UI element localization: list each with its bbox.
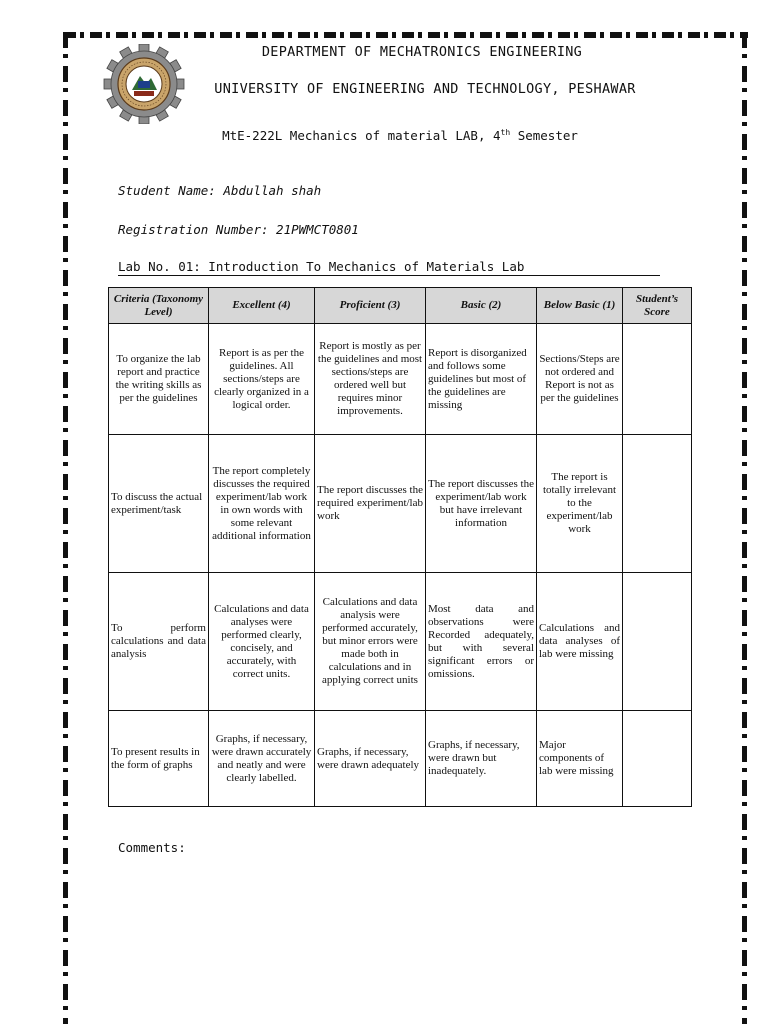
below-basic-cell: Calculations and data analyses of lab were missing: [537, 573, 623, 711]
below-basic-cell: The report is totally irrelevant to the experiment/lab work: [537, 435, 623, 573]
excellent-cell: Graphs, if necessary, were drawn accurately and neatly and were clearly labelled.: [209, 711, 315, 807]
criteria-cell: To perform calculations and data analysis: [109, 573, 209, 711]
header-proficient: Proficient (3): [315, 288, 426, 324]
comments-label: Comments:: [118, 840, 186, 855]
below-basic-cell: Sections/Steps are not ordered and Report is not as per the guidelines: [537, 324, 623, 435]
rubric-header-row: [109, 288, 692, 324]
course-heading: [160, 128, 640, 143]
below-basic-cell: Major components of lab were missing: [537, 711, 623, 807]
proficient-cell: Calculations and data analysis were performed accurately, but minor errors were made both in calculations and in applying correct units: [315, 573, 426, 711]
university-heading: UNIVERSITY OF ENGINEERING AND TECHNOLOGY, PESHAWAR: [214, 81, 636, 97]
criteria-cell: To organize the lab report and practice the writing skills as per the guidelines: [109, 324, 209, 435]
basic-cell: Report is disorganized and follows some guidelines but most of the guidelines are missing: [426, 324, 537, 435]
table-row: [109, 573, 692, 711]
excellent-cell: The report completely discusses the required experiment/lab work in own words with some relevant additional information: [209, 435, 315, 573]
score-cell[interactable]: [623, 573, 692, 711]
criteria-cell: To present results in the form of graphs: [109, 711, 209, 807]
proficient-cell: The report discusses the required experiment/lab work: [315, 435, 426, 573]
course-superscript: th: [500, 128, 511, 137]
basic-cell: Graphs, if necessary, were drawn but inadequately.: [426, 711, 537, 807]
header-student-score: Student’s Score: [623, 288, 692, 324]
table-row: [109, 324, 692, 435]
excellent-cell: Report is as per the guidelines. All sections/steps are clearly organized in a logical order.: [209, 324, 315, 435]
rubric-table: [108, 287, 692, 807]
course-semester: Semester: [510, 128, 578, 144]
excellent-cell: Calculations and data analyses were performed clearly, concisely, and accurately, with correct units.: [209, 573, 315, 711]
decorative-border-top: [64, 32, 748, 38]
criteria-cell: To discuss the actual experiment/task: [109, 435, 209, 573]
header-basic: Basic (2): [426, 288, 537, 324]
lab-title: Lab No. 01: Introduction To Mechanics of Materials Lab: [118, 259, 660, 276]
header-excellent: Excellent (4): [209, 288, 315, 324]
decorative-border-left: [63, 32, 68, 1024]
department-heading: DEPARTMENT OF MECHATRONICS ENGINEERING: [261, 44, 583, 60]
score-cell[interactable]: [623, 711, 692, 807]
basic-cell: The report discusses the experiment/lab work but have irrelevant information: [426, 435, 537, 573]
score-cell[interactable]: [623, 324, 692, 435]
registration-number-field: Registration Number: 21PWMCT0801: [118, 222, 359, 237]
student-name-field: Student Name: Abdullah shah: [118, 183, 322, 198]
university-logo-icon: [100, 44, 188, 124]
decorative-border-right: [742, 32, 747, 1024]
score-cell[interactable]: [623, 435, 692, 573]
header-below-basic: Below Basic (1): [537, 288, 623, 324]
proficient-cell: Graphs, if necessary, were drawn adequately: [315, 711, 426, 807]
basic-cell: Most data and observations were Recorded adequately, but with several significant errors or omissions.: [426, 573, 537, 711]
table-row: [109, 711, 692, 807]
table-row: [109, 435, 692, 573]
header-criteria: Criteria (Taxonomy Level): [109, 288, 209, 324]
course-title: MtE-222L Mechanics of material LAB, 4: [222, 128, 501, 144]
proficient-cell: Report is mostly as per the guidelines and most sections/steps are ordered well but requires minor improvements.: [315, 324, 426, 435]
